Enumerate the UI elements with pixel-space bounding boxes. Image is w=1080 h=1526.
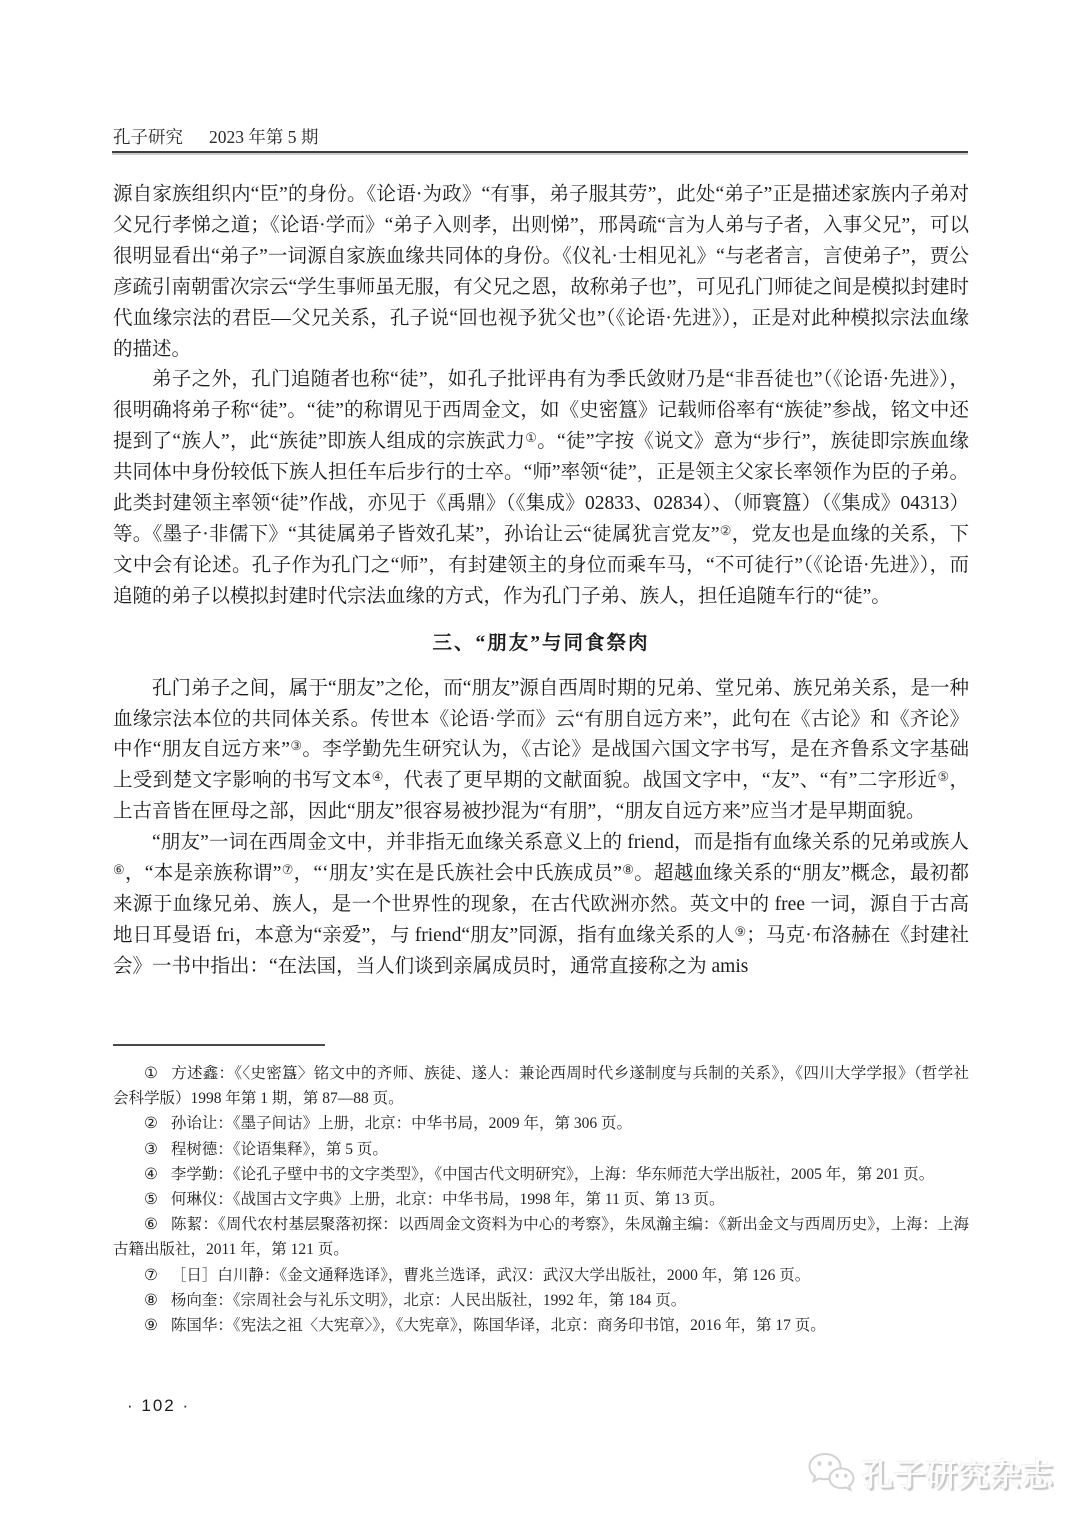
footnote-marker: ② [144, 1115, 158, 1133]
wechat-icon [806, 1451, 856, 1495]
text-run: 。超越血缘关系的“朋友”概念，最初都来源于血缘兄弟、族人，是一个世界性的现象，在古代欧洲亦然。英文中的 free 一词，源自于古高地日耳曼语 fri，本意为“亲爱”，与 friend“朋友”同源，指有血缘关系的人 [113, 863, 970, 946]
footnote-marker: ① [144, 1065, 159, 1082]
footnote-reference: ⑧ [621, 862, 635, 878]
footnote-text: 陈絜：《周代农村基层聚落初探：以西周金文资料为中心的考察》，朱凤瀚主编：《新出金文与西周历史》，上海：上海古籍出版社，2011 年，第 121 页。 [113, 1216, 969, 1259]
footnote-marker: ⑧ [144, 1291, 158, 1309]
footnote [113, 1137, 969, 1162]
paragraph [113, 674, 969, 829]
journal-title: 孔子研究 [113, 127, 183, 147]
footnote-marker: ④ [144, 1165, 158, 1183]
footnote-reference: ⑨ [734, 923, 747, 939]
footnote-reference: ⑦ [281, 862, 294, 878]
footnote-marker: ⑥ [144, 1216, 159, 1234]
footnote-reference: ④ [371, 769, 384, 785]
text-run: 孔门弟子之间，属于“朋友”之伦，而“朋友”源自西周时期的兄弟、堂兄弟、族兄弟关系，是一种血缘宗法本位的共同体关系。传世本《论语·学而》云“有朋自远方来”，此句在《古论》和《齐论》中作“朋友自远方来” [113, 677, 969, 761]
text-run: “朋友”一词在西周金文中，并非指无血缘关系意义上的 friend，而是指有血缘关系的兄弟或族人 [152, 832, 969, 854]
footnote [113, 1187, 969, 1212]
footnote-reference: ⑤ [937, 769, 950, 785]
text-run: ，“‘朋友’实在是氏族社会中氏族成员” [293, 863, 622, 885]
text-run: ，党友也是血缘的关系，下文中会有论述。孔子作为孔门之“师”，有封建领主的身位而乘车马，“不可徒行”（《论语·先进》），而追随的弟子以模拟封建时代宗法血缘的方式，作为孔门子弟、族人，担任追随车行的“徒”。 [113, 523, 969, 607]
footnote [113, 1061, 969, 1111]
watermark-text: 孔子研究杂志 [862, 1458, 1054, 1493]
footnote-text: 程树德：《论语集释》，第 5 页。 [170, 1140, 388, 1158]
page-header [113, 124, 318, 149]
footnote-reference: ③ [289, 738, 303, 754]
footnote-marker: ③ [144, 1140, 158, 1158]
paragraph-continuation [113, 180, 969, 365]
paragraph [113, 828, 969, 983]
header-divider [112, 151, 968, 153]
footnote-reference: ⑥ [113, 862, 125, 878]
footnote-text: 杨向奎：《宗周社会与礼乐文明》，北京：人民出版社，1992 年，第 184 页。 [170, 1291, 687, 1309]
page-number: · 102 · [127, 1396, 191, 1415]
footnote-marker: ⑨ [144, 1317, 158, 1335]
footnote-text: 方述鑫：《〈史密簋〉铭文中的齐师、族徒、遂人：兼论西周时代乡遂制度与兵制的关系》，《四川大学学报》（哲学社会科学版）1998 年第 1 期，第 87—88 页。 [113, 1065, 969, 1108]
footnote-marker: ⑤ [144, 1191, 158, 1209]
footnote [113, 1212, 969, 1262]
footnote [113, 1162, 969, 1187]
text-run: ；马克·布洛赫在《封建社会》一书中指出：“在法国，当人们谈到亲属成员时，通常直接称之为 amis [113, 924, 969, 977]
article-body [113, 180, 969, 983]
text-run: ，代表了更早期的文献面貌。战国文字中，“友”、“有”二字形近 [383, 770, 938, 792]
footnote-text: ［日］白川静：《金文通释选译》，曹兆兰选译，武汉：武汉大学出版社，2000 年，第 126 页。 [170, 1266, 811, 1284]
footnote-text: 陈国华：《宪法之祖〈大宪章〉》，《大宪章》，陈国华译，北京：商务印书馆，2016 年，第 17 页。 [170, 1317, 826, 1335]
text-run: 。“徒”字按《说文》意为“步行”，族徒即宗族血缘共同体中身份较低下族人担任车后步行的士卒。“师”率领“徒”，正是领主父家长率领作为臣的子弟。此类封建领主率领“徒”作战，亦见于《禹鼎》（《集成》02833、02834）、（师寰簋）（《集成》04313）等。《墨子·非儒下》“其徒属弟子皆效孔某”，孙诒让云“徒属犹言党友” [113, 431, 969, 545]
text-run: ，上古音皆在匣母之部，因此“朋友”很容易被抄混为“有朋”，“朋友自远方来”应当才是早期面貌。 [113, 770, 970, 823]
text-run: 源自家族组织内“臣”的身份。《论语·为政》“有事，弟子服其劳”，此处“弟子”正是描述家族内子弟对父兄行孝悌之道；《论语·学而》“弟子入则孝，出则悌”，邢昺疏“言为人弟与子者，入事父兄”，可以很明显看出“弟子”一词源自家族血缘共同体的身份。《仪礼·士相见礼》“与老者言，言使弟子”，贾公彦疏引南朝雷次宗云“学生事师虽无服，有父兄之恩，故称弟子也”，可见孔门师徒之间是模拟封建时代血缘宗法的君臣—父兄关系，孔子说“回也视予犹父也”（《论语·先进》），正是对此种模拟宗法血缘的描述。 [113, 184, 969, 360]
footnote [113, 1288, 969, 1313]
footnote-reference: ① [525, 430, 538, 446]
section-heading: 三、“朋友”与同食祭肉 [432, 632, 650, 654]
footnote-reference: ② [719, 522, 732, 538]
footnote-marker: ⑦ [144, 1266, 158, 1284]
footnote [113, 1263, 969, 1288]
footnote [113, 1313, 969, 1338]
text-run: 。李学勤先生研究认为，《古论》是战国六国文字书写，是在齐鲁系文字基础上受到楚文字影响的书写文本 [113, 739, 969, 792]
issue-info: 2023 年第 5 期 [209, 127, 319, 147]
footnote-text: 李学勤：《论孔子壁中书的文字类型》，《中国古代文明研究》，上海：华东师范大学出版社，2005 年，第 201 页。 [170, 1165, 935, 1183]
watermark [806, 1450, 1054, 1495]
paragraph [113, 365, 969, 612]
footnote [113, 1111, 969, 1136]
footnote-divider [113, 1044, 325, 1046]
footnote-text: 孙诒让：《墨子间诂》上册，北京：中华书局，2009 年，第 306 页。 [170, 1115, 633, 1133]
text-run: 弟子之外，孔门追随者也称“徒”，如孔子批评冉有为季氏敛财乃是“非吾徒也”（《论语·先进》），很明确将弟子称“徒”。“徒”的称谓见于西周金文，如《史密簋》记载师俗率有“族徒”参战，铭文中还提到了“族人”，此“族徒”即族人组成的宗族武力 [113, 369, 969, 453]
text-run: ，“本是亲族称谓” [124, 863, 282, 885]
footnotes-section [113, 1044, 969, 1338]
footnote-text: 何琳仪：《战国古文字典》上册，北京：中华书局，1998 年，第 11 页、第 13 页。 [170, 1191, 725, 1209]
